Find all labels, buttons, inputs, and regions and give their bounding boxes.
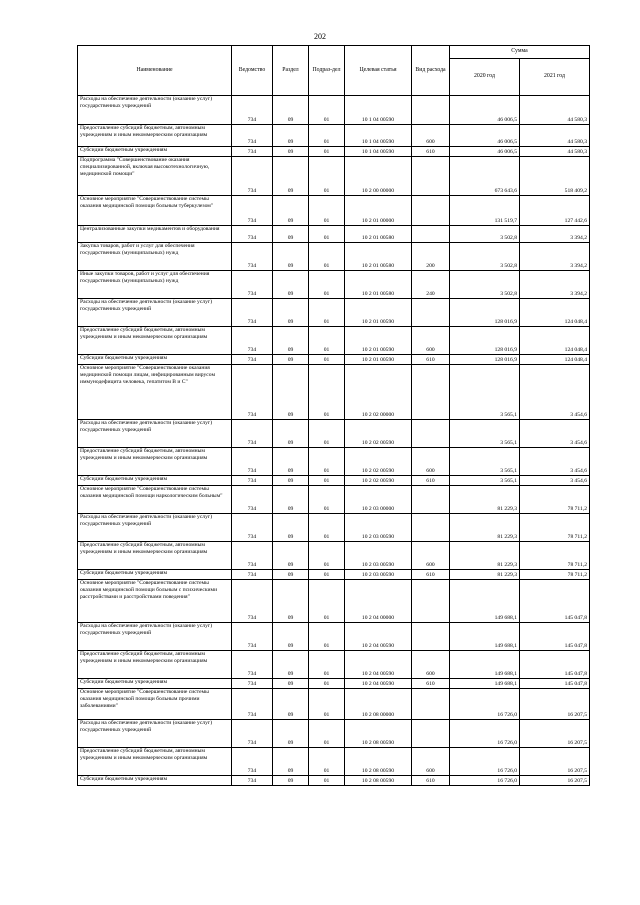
cell-department: 734 [232, 196, 273, 226]
cell-department: 734 [232, 271, 273, 299]
cell-subsection: 01 [309, 226, 345, 243]
table-row [78, 299, 590, 327]
cell-subsection: 01 [309, 689, 345, 720]
cell-subsection: 01 [309, 243, 345, 271]
cell-2021: 124 048,4 [520, 355, 590, 365]
cell-section: 09 [273, 514, 309, 542]
cell-target-article: 10 1 04 00590 [345, 125, 412, 147]
cell-department: 734 [232, 679, 273, 689]
cell-department: 734 [232, 623, 273, 651]
cell-name: Подпрограмма "Совершенствование оказания специализированной, включая высокотехнологичную, медицинской помощи" [78, 157, 232, 196]
cell-name: Иные закупки товаров, работ и услуг для обеспечения государственных (муниципальных) нужд [78, 271, 232, 299]
header-department: Ведомство [232, 46, 273, 96]
cell-section: 09 [273, 570, 309, 580]
header-year-2021: 2021 год [520, 59, 590, 96]
table-row [78, 157, 590, 196]
table-row [78, 365, 590, 420]
cell-2021: 145 047,8 [520, 623, 590, 651]
cell-2020: 131 519,7 [450, 196, 520, 226]
cell-target-article: 10 2 03 00000 [345, 486, 412, 514]
cell-expense-type [412, 514, 450, 542]
cell-expense-type: 240 [412, 271, 450, 299]
cell-2020: 81 229,3 [450, 514, 520, 542]
cell-subsection: 01 [309, 679, 345, 689]
cell-expense-type: 600 [412, 542, 450, 570]
cell-subsection: 01 [309, 157, 345, 196]
cell-2021: 3 394,2 [520, 226, 590, 243]
cell-expense-type [412, 720, 450, 748]
cell-target-article: 10 2 01 00580 [345, 243, 412, 271]
cell-target-article: 10 2 03 00590 [345, 570, 412, 580]
cell-expense-type [412, 689, 450, 720]
cell-target-article: 10 1 04 00590 [345, 147, 412, 157]
cell-2020: 81 229,3 [450, 486, 520, 514]
table-row [78, 514, 590, 542]
cell-section: 09 [273, 196, 309, 226]
cell-target-article: 10 2 01 00590 [345, 299, 412, 327]
cell-expense-type: 200 [412, 243, 450, 271]
cell-subsection: 01 [309, 96, 345, 125]
cell-2020: 81 229,3 [450, 542, 520, 570]
cell-subsection: 01 [309, 476, 345, 486]
table-row [78, 327, 590, 355]
cell-section: 09 [273, 226, 309, 243]
cell-target-article: 10 2 03 00590 [345, 542, 412, 570]
cell-2021: 3 394,2 [520, 271, 590, 299]
cell-2021: 16 207,5 [520, 720, 590, 748]
header-year-2020: 2020 год [450, 59, 520, 96]
cell-name: Основное мероприятие "Совершенствование системы оказания медицинской помощи больным туберкулезом" [78, 196, 232, 226]
cell-department: 734 [232, 580, 273, 623]
header-subsection: Подраз-дел [309, 46, 345, 96]
cell-department: 734 [232, 355, 273, 365]
cell-subsection: 01 [309, 299, 345, 327]
cell-2020: 128 016,9 [450, 299, 520, 327]
cell-2020: 46 006,5 [450, 147, 520, 157]
cell-2020: 3 502,8 [450, 226, 520, 243]
cell-2021: 78 711,2 [520, 570, 590, 580]
cell-2020: 16 726,0 [450, 689, 520, 720]
cell-name: Расходы на обеспечение деятельности (оказание услуг) государственных учреждений [78, 96, 232, 125]
cell-expense-type: 600 [412, 748, 450, 776]
cell-expense-type [412, 420, 450, 448]
cell-target-article: 10 2 01 00580 [345, 271, 412, 299]
cell-subsection: 01 [309, 542, 345, 570]
cell-department: 734 [232, 125, 273, 147]
cell-subsection: 01 [309, 514, 345, 542]
cell-expense-type: 610 [412, 147, 450, 157]
cell-department: 734 [232, 720, 273, 748]
cell-2021: 124 048,4 [520, 299, 590, 327]
cell-section: 09 [273, 476, 309, 486]
cell-section: 09 [273, 623, 309, 651]
cell-expense-type [412, 486, 450, 514]
cell-name: Субсидии бюджетным учреждениям [78, 147, 232, 157]
cell-2020: 149 688,1 [450, 679, 520, 689]
cell-2021: 3 454,6 [520, 365, 590, 420]
cell-subsection: 01 [309, 125, 345, 147]
cell-section: 09 [273, 125, 309, 147]
cell-subsection: 01 [309, 327, 345, 355]
cell-target-article: 10 2 04 00590 [345, 623, 412, 651]
header-name: Наименование [78, 46, 232, 96]
cell-2021: 124 048,4 [520, 327, 590, 355]
cell-name: Предоставление субсидий бюджетным, автономным учреждениям и иным некоммерческим организациям [78, 542, 232, 570]
table-row [78, 720, 590, 748]
cell-expense-type: 600 [412, 651, 450, 679]
cell-section: 09 [273, 420, 309, 448]
cell-department: 734 [232, 514, 273, 542]
table-row [78, 542, 590, 570]
cell-subsection: 01 [309, 147, 345, 157]
cell-name: Расходы на обеспечение деятельности (оказание услуг) государственных учреждений [78, 299, 232, 327]
cell-2021: 78 711,2 [520, 514, 590, 542]
cell-section: 09 [273, 651, 309, 679]
cell-name: Предоставление субсидий бюджетным, автономным учреждениям и иным некоммерческим организациям [78, 125, 232, 147]
table-row [78, 420, 590, 448]
cell-subsection: 01 [309, 365, 345, 420]
header-sum: Сумма [450, 46, 590, 59]
cell-subsection: 01 [309, 748, 345, 776]
cell-department: 734 [232, 96, 273, 125]
table-row [78, 776, 590, 786]
cell-2021: 44 580,3 [520, 96, 590, 125]
cell-expense-type [412, 157, 450, 196]
cell-department: 734 [232, 542, 273, 570]
cell-2021: 16 207,5 [520, 689, 590, 720]
cell-name: Расходы на обеспечение деятельности (оказание услуг) государственных учреждений [78, 623, 232, 651]
cell-2021: 3 454,6 [520, 448, 590, 476]
cell-2020: 3 502,8 [450, 271, 520, 299]
table-row [78, 355, 590, 365]
cell-expense-type: 610 [412, 679, 450, 689]
cell-department: 734 [232, 365, 273, 420]
cell-expense-type [412, 196, 450, 226]
cell-expense-type: 600 [412, 125, 450, 147]
cell-section: 09 [273, 689, 309, 720]
cell-target-article: 10 2 02 00590 [345, 420, 412, 448]
cell-department: 734 [232, 157, 273, 196]
cell-2021: 145 047,8 [520, 651, 590, 679]
cell-expense-type: 600 [412, 327, 450, 355]
cell-name: Предоставление субсидий бюджетным, автономным учреждениям и иным некоммерческим организациям [78, 748, 232, 776]
cell-subsection: 01 [309, 776, 345, 786]
cell-2021: 127 442,6 [520, 196, 590, 226]
cell-subsection: 01 [309, 580, 345, 623]
cell-subsection: 01 [309, 271, 345, 299]
cell-name: Предоставление субсидий бюджетным, автономным учреждениям и иным некоммерческим организациям [78, 327, 232, 355]
cell-target-article: 10 2 04 00590 [345, 651, 412, 679]
cell-subsection: 01 [309, 196, 345, 226]
cell-target-article: 10 2 04 00590 [345, 679, 412, 689]
cell-section: 09 [273, 580, 309, 623]
table-row [78, 570, 590, 580]
cell-expense-type: 610 [412, 476, 450, 486]
table-row [78, 196, 590, 226]
cell-expense-type: 610 [412, 776, 450, 786]
cell-section: 09 [273, 96, 309, 125]
cell-target-article: 10 2 04 00000 [345, 580, 412, 623]
cell-2021: 145 047,8 [520, 679, 590, 689]
cell-target-article: 10 2 01 00590 [345, 327, 412, 355]
cell-2020: 128 016,9 [450, 327, 520, 355]
cell-department: 734 [232, 486, 273, 514]
cell-subsection: 01 [309, 448, 345, 476]
cell-2021: 78 711,2 [520, 542, 590, 570]
cell-target-article: 10 2 08 00000 [345, 689, 412, 720]
cell-section: 09 [273, 299, 309, 327]
cell-target-article: 10 2 00 00000 [345, 157, 412, 196]
cell-expense-type [412, 580, 450, 623]
cell-2020: 46 006,5 [450, 125, 520, 147]
cell-expense-type [412, 365, 450, 420]
cell-department: 734 [232, 748, 273, 776]
cell-section: 09 [273, 271, 309, 299]
cell-subsection: 01 [309, 355, 345, 365]
table-row [78, 623, 590, 651]
cell-section: 09 [273, 157, 309, 196]
cell-department: 734 [232, 147, 273, 157]
cell-name: Закупка товаров, работ и услуг для обеспечения государственных (муниципальных) нужд [78, 243, 232, 271]
cell-2020: 81 229,3 [450, 570, 520, 580]
cell-target-article: 10 2 08 00590 [345, 748, 412, 776]
cell-subsection: 01 [309, 623, 345, 651]
table-row [78, 651, 590, 679]
cell-2020: 149 688,1 [450, 580, 520, 623]
table-row [78, 271, 590, 299]
budget-table [77, 45, 590, 786]
cell-subsection: 01 [309, 486, 345, 514]
cell-target-article: 10 2 08 00590 [345, 720, 412, 748]
cell-name: Расходы на обеспечение деятельности (оказание услуг) государственных учреждений [78, 720, 232, 748]
cell-2020: 16 726,0 [450, 748, 520, 776]
header-target-article: Целевая статья [345, 46, 412, 96]
cell-expense-type [412, 226, 450, 243]
cell-department: 734 [232, 420, 273, 448]
cell-expense-type: 600 [412, 448, 450, 476]
cell-expense-type [412, 623, 450, 651]
table-row [78, 748, 590, 776]
cell-section: 09 [273, 720, 309, 748]
cell-section: 09 [273, 243, 309, 271]
cell-name: Предоставление субсидий бюджетным, автономным учреждениям и иным некоммерческим организациям [78, 448, 232, 476]
cell-2020: 3 502,8 [450, 243, 520, 271]
cell-name: Субсидии бюджетным учреждениям [78, 355, 232, 365]
cell-2020: 3 565,1 [450, 365, 520, 420]
cell-section: 09 [273, 486, 309, 514]
cell-section: 09 [273, 776, 309, 786]
cell-expense-type: 610 [412, 355, 450, 365]
cell-department: 734 [232, 243, 273, 271]
cell-section: 09 [273, 365, 309, 420]
cell-2020: 673 643,6 [450, 157, 520, 196]
cell-subsection: 01 [309, 651, 345, 679]
cell-target-article: 10 2 01 00580 [345, 226, 412, 243]
cell-department: 734 [232, 570, 273, 580]
table-body [78, 96, 590, 786]
cell-department: 734 [232, 651, 273, 679]
cell-2021: 16 207,5 [520, 776, 590, 786]
table-row [78, 476, 590, 486]
cell-subsection: 01 [309, 720, 345, 748]
cell-name: Расходы на обеспечение деятельности (оказание услуг) государственных учреждений [78, 514, 232, 542]
cell-target-article: 10 2 01 00000 [345, 196, 412, 226]
cell-name: Субсидии бюджетным учреждениям [78, 476, 232, 486]
cell-2020: 16 726,0 [450, 720, 520, 748]
cell-subsection: 01 [309, 570, 345, 580]
cell-2020: 128 016,9 [450, 355, 520, 365]
cell-name: Предоставление субсидий бюджетным, автономным учреждениям и иным некоммерческим организациям [78, 651, 232, 679]
header-section: Раздел [273, 46, 309, 96]
cell-section: 09 [273, 748, 309, 776]
cell-section: 09 [273, 542, 309, 570]
cell-name: Централизованные закупки медикаментов и оборудования [78, 226, 232, 243]
cell-2021: 78 711,2 [520, 486, 590, 514]
cell-2020: 16 726,0 [450, 776, 520, 786]
table-row [78, 580, 590, 623]
cell-2021: 16 207,5 [520, 748, 590, 776]
cell-2021: 3 454,6 [520, 476, 590, 486]
cell-2020: 149 688,1 [450, 651, 520, 679]
cell-target-article: 10 2 08 00590 [345, 776, 412, 786]
cell-name: Основное мероприятие "Совершенствование системы оказания медицинской помощи больным прочими заболеваниями" [78, 689, 232, 720]
cell-target-article: 10 2 02 00590 [345, 476, 412, 486]
cell-2021: 3 454,6 [520, 420, 590, 448]
cell-2021: 44 580,3 [520, 147, 590, 157]
cell-name: Субсидии бюджетным учреждениям [78, 679, 232, 689]
table-row [78, 689, 590, 720]
page-number: 202 [314, 32, 326, 41]
cell-2021: 44 580,3 [520, 125, 590, 147]
cell-department: 734 [232, 689, 273, 720]
cell-name: Основное мероприятие "Совершенствование системы оказания медицинской помощи больным с психическими расстройствами и расстройствами поведения" [78, 580, 232, 623]
table-row [78, 226, 590, 243]
cell-name: Расходы на обеспечение деятельности (оказание услуг) государственных учреждений [78, 420, 232, 448]
cell-expense-type: 610 [412, 570, 450, 580]
cell-department: 734 [232, 299, 273, 327]
cell-department: 734 [232, 776, 273, 786]
cell-section: 09 [273, 327, 309, 355]
cell-target-article: 10 2 03 00590 [345, 514, 412, 542]
cell-target-article: 10 2 02 00590 [345, 448, 412, 476]
cell-department: 734 [232, 327, 273, 355]
cell-name: Основное мероприятие "Совершенствование системы оказания медицинской помощи наркологическим больным" [78, 486, 232, 514]
table-row [78, 125, 590, 147]
table-row [78, 147, 590, 157]
cell-department: 734 [232, 448, 273, 476]
table-row [78, 448, 590, 476]
cell-target-article: 10 1 04 00590 [345, 96, 412, 125]
cell-section: 09 [273, 355, 309, 365]
cell-section: 09 [273, 679, 309, 689]
cell-2020: 3 565,1 [450, 420, 520, 448]
header-expense-type: Вид расхода [412, 46, 450, 96]
cell-2020: 3 565,1 [450, 476, 520, 486]
cell-2021: 3 394,2 [520, 243, 590, 271]
cell-2021: 518 409,2 [520, 157, 590, 196]
cell-department: 734 [232, 476, 273, 486]
cell-name: Субсидии бюджетным учреждениям [78, 570, 232, 580]
table-row [78, 96, 590, 125]
cell-2021: 145 047,8 [520, 580, 590, 623]
cell-section: 09 [273, 147, 309, 157]
table-row [78, 243, 590, 271]
cell-section: 09 [273, 448, 309, 476]
cell-target-article: 10 2 01 00590 [345, 355, 412, 365]
cell-2020: 3 565,1 [450, 448, 520, 476]
table-header [78, 46, 590, 96]
table-row [78, 679, 590, 689]
cell-target-article: 10 2 02 00000 [345, 365, 412, 420]
cell-2020: 46 006,5 [450, 96, 520, 125]
table-row [78, 486, 590, 514]
cell-name: Субсидии бюджетным учреждениям [78, 776, 232, 786]
cell-department: 734 [232, 226, 273, 243]
cell-expense-type [412, 96, 450, 125]
cell-subsection: 01 [309, 420, 345, 448]
cell-expense-type [412, 299, 450, 327]
cell-name: Основное мероприятие "Совершенствование оказания медицинской помощи лицам, инфицированным вирусом иммунодефицита человека, гепатитом В и С" [78, 365, 232, 420]
cell-2020: 149 688,1 [450, 623, 520, 651]
